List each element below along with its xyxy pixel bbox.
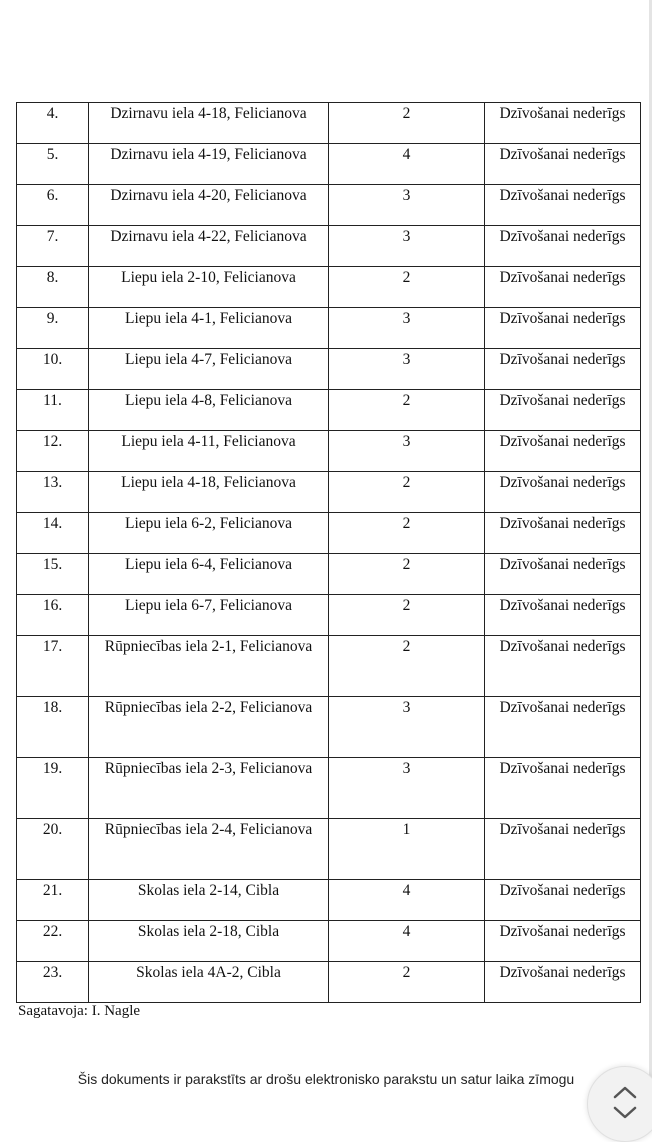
- row-count: 4: [329, 921, 485, 962]
- table-row: [17, 697, 641, 758]
- row-number: 7.: [17, 226, 89, 267]
- page-scroll-button[interactable]: [587, 1066, 652, 1142]
- row-count: 3: [329, 431, 485, 472]
- row-count: 4: [329, 880, 485, 921]
- chevron-up-icon[interactable]: [615, 1088, 635, 1097]
- table-row: [17, 472, 641, 513]
- table-row: [17, 595, 641, 636]
- row-address: Skolas iela 2-18, Cibla: [89, 921, 329, 962]
- signature-notice: Šis dokuments ir parakstīts ar drošu elektronisko parakstu un satur laika zīmogu: [77, 1071, 575, 1087]
- row-address: Rūpniecības iela 2-2, Felicianova: [89, 697, 329, 758]
- row-address: Liepu iela 6-4, Felicianova: [89, 554, 329, 595]
- row-number: 17.: [17, 636, 89, 697]
- row-address: Liepu iela 4-7, Felicianova: [89, 349, 329, 390]
- row-number: 19.: [17, 758, 89, 819]
- row-status: Dzīvošanai nederīgs: [485, 962, 641, 1003]
- row-status: Dzīvošanai nederīgs: [485, 595, 641, 636]
- row-status: Dzīvošanai nederīgs: [485, 431, 641, 472]
- row-number: 5.: [17, 144, 89, 185]
- row-address: Liepu iela 4-11, Felicianova: [89, 431, 329, 472]
- table-row: [17, 962, 641, 1003]
- row-number: 15.: [17, 554, 89, 595]
- row-address: Dzirnavu iela 4-22, Felicianova: [89, 226, 329, 267]
- row-status: Dzīvošanai nederīgs: [485, 758, 641, 819]
- row-address: Liepu iela 4-1, Felicianova: [89, 308, 329, 349]
- table-row: [17, 819, 641, 880]
- table-row: [17, 308, 641, 349]
- row-number: 4.: [17, 103, 89, 144]
- row-number: 9.: [17, 308, 89, 349]
- row-count: 3: [329, 226, 485, 267]
- row-number: 20.: [17, 819, 89, 880]
- row-status: Dzīvošanai nederīgs: [485, 103, 641, 144]
- prepared-by: Sagatavoja: I. Nagle: [18, 1003, 141, 1019]
- row-address: Liepu iela 6-2, Felicianova: [89, 513, 329, 554]
- table-row: [17, 921, 641, 962]
- table-row: [17, 267, 641, 308]
- row-number: 21.: [17, 880, 89, 921]
- row-number: 23.: [17, 962, 89, 1003]
- row-count: 2: [329, 472, 485, 513]
- row-status: Dzīvošanai nederīgs: [485, 554, 641, 595]
- scroll-chevrons: [612, 1083, 638, 1123]
- table-row: [17, 349, 641, 390]
- row-address: Skolas iela 4A-2, Cibla: [89, 962, 329, 1003]
- table-row: [17, 390, 641, 431]
- row-status: Dzīvošanai nederīgs: [485, 267, 641, 308]
- row-status: Dzīvošanai nederīgs: [485, 472, 641, 513]
- table-row: [17, 226, 641, 267]
- row-address: Dzirnavu iela 4-18, Felicianova: [89, 103, 329, 144]
- table-row: [17, 636, 641, 697]
- row-address: Dzirnavu iela 4-20, Felicianova: [89, 185, 329, 226]
- row-status: Dzīvošanai nederīgs: [485, 513, 641, 554]
- housing-table: [16, 102, 641, 1003]
- row-address: Rūpniecības iela 2-3, Felicianova: [89, 758, 329, 819]
- row-count: 3: [329, 697, 485, 758]
- row-count: 3: [329, 308, 485, 349]
- row-count: 2: [329, 390, 485, 431]
- row-address: Rūpniecības iela 2-1, Felicianova: [89, 636, 329, 697]
- row-status: Dzīvošanai nederīgs: [485, 226, 641, 267]
- table-row: [17, 554, 641, 595]
- row-number: 18.: [17, 697, 89, 758]
- row-status: Dzīvošanai nederīgs: [485, 880, 641, 921]
- row-count: 2: [329, 636, 485, 697]
- table-row: [17, 758, 641, 819]
- row-address: Liepu iela 4-18, Felicianova: [89, 472, 329, 513]
- row-status: Dzīvošanai nederīgs: [485, 697, 641, 758]
- row-count: 2: [329, 554, 485, 595]
- table-row: [17, 880, 641, 921]
- row-number: 8.: [17, 267, 89, 308]
- row-address: Dzirnavu iela 4-19, Felicianova: [89, 144, 329, 185]
- row-count: 1: [329, 819, 485, 880]
- row-number: 16.: [17, 595, 89, 636]
- row-address: Rūpniecības iela 2-4, Felicianova: [89, 819, 329, 880]
- row-status: Dzīvošanai nederīgs: [485, 185, 641, 226]
- row-number: 10.: [17, 349, 89, 390]
- row-count: 4: [329, 144, 485, 185]
- row-status: Dzīvošanai nederīgs: [485, 349, 641, 390]
- table-row: [17, 431, 641, 472]
- table-row: [17, 144, 641, 185]
- row-count: 2: [329, 267, 485, 308]
- row-number: 13.: [17, 472, 89, 513]
- row-address: Liepu iela 6-7, Felicianova: [89, 595, 329, 636]
- row-count: 3: [329, 349, 485, 390]
- row-number: 6.: [17, 185, 89, 226]
- chevron-down-icon[interactable]: [615, 1108, 635, 1117]
- row-address: Skolas iela 2-14, Cibla: [89, 880, 329, 921]
- row-count: 2: [329, 103, 485, 144]
- row-status: Dzīvošanai nederīgs: [485, 144, 641, 185]
- row-status: Dzīvošanai nederīgs: [485, 390, 641, 431]
- row-number: 14.: [17, 513, 89, 554]
- row-address: Liepu iela 4-8, Felicianova: [89, 390, 329, 431]
- table-row: [17, 103, 641, 144]
- table-body: [17, 103, 641, 1003]
- table-row: [17, 513, 641, 554]
- table-row: [17, 185, 641, 226]
- row-status: Dzīvošanai nederīgs: [485, 921, 641, 962]
- row-count: 3: [329, 758, 485, 819]
- row-address: Liepu iela 2-10, Felicianova: [89, 267, 329, 308]
- row-count: 2: [329, 595, 485, 636]
- row-status: Dzīvošanai nederīgs: [485, 636, 641, 697]
- row-number: 12.: [17, 431, 89, 472]
- row-number: 11.: [17, 390, 89, 431]
- row-number: 22.: [17, 921, 89, 962]
- row-count: 2: [329, 513, 485, 554]
- row-count: 2: [329, 962, 485, 1003]
- row-count: 3: [329, 185, 485, 226]
- row-status: Dzīvošanai nederīgs: [485, 308, 641, 349]
- row-status: Dzīvošanai nederīgs: [485, 819, 641, 880]
